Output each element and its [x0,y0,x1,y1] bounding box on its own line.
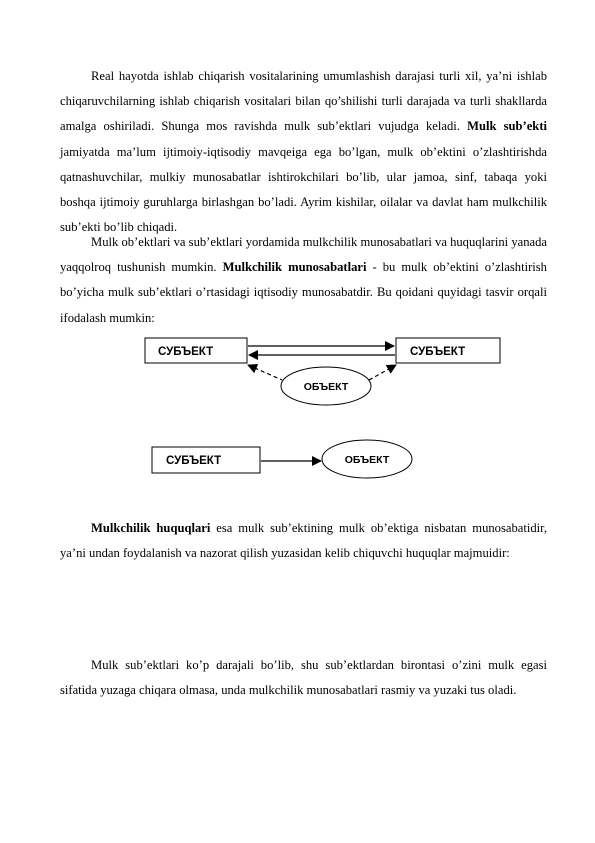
p2-text-end: - bu mulk ob’ektini o’zlashtirish bo’yicha mulk sub’ektlari o’rtasidagi iqtisodiy munosabatdir. Bu qoidani quyidagi tasvir orqali ifodalash mumkin: [60,260,547,325]
p1-text-start: Real hayotda ishlab chiqarish vositalarining umumlashish darajasi turli xil, ya’ni ishlab chiqaruvchilarning ishlab chiqarish vositalari bilan qo’shilishi turli darajada va turli shakllarda amalga oshiriladi. Shunga mos ravishda mulk sub’ektlari vujudga keladi. [60,69,547,134]
p4-text: Mulk sub’ektlari ko’p darajali bo’lib, shu sub’ektlardan birontasi o’zini mulk egasi sifatida yuzaga chiqara olmasa, unda mulkchilik munosabatlari rasmiy va yuzaki tus oladi. [60,658,547,698]
p2-text-start: Mulk ob’ektlari va sub’ektlari yordamida mulkchilik munosabatlari va huquqlarini yanada yaqqolroq tushunish mumkin. [60,235,547,275]
paragraph-mulkchilik-huquqlari [60,516,547,566]
term-mulkchilik-huquqlari: Mulkchilik huquqlari [91,521,211,535]
term-mulkchilik-munosabatlari: Mulkchilik munosabatlari [222,260,367,275]
diagram-subject-subject-object [145,338,500,405]
subject-label-left: СУБЪЕКТ [158,346,214,358]
subject-label: СУБЪЕКТ [166,455,222,467]
dashed-arrow-object-to-right [369,365,396,380]
term-mulk-subekti: Mulk sub’ekti [467,119,548,134]
subject-label-right: СУБЪЕКТ [410,346,466,358]
dashed-arrow-object-to-left [248,365,282,380]
paragraph-mulk-subektlari-darajasi [60,653,547,703]
object-label-2: ОБЪЕКТ [344,454,390,466]
object-label: ОБЪЕКТ [303,381,349,393]
p1-text-end: jamiyatda ma’lum ijtimoiy-iqtisodiy mavqeiga ega bo’lgan, mulk ob’ektini o’zlashtirishda qatnashuvchilar, mulkiy munosabatlar ishtirokchilari bo’lib, ular jamoa, sinf, tabaqa yoki boshqa ijtimoiy guruhlarga birlashgan bo’ladi. Ayrim kishilar, oilalar va davlat ham mulkchilik sub’ekti bo’lib chiqadi. [60,144,547,235]
p3-text: esa mulk sub’ektining mulk ob’ektiga nisbatan munosabatidir, ya’ni undan foydalanish va nazorat qilish yuzasidan kelib chiquvchi huquqlar majmuidir: [60,521,547,561]
diagram-subject-object [152,440,412,478]
